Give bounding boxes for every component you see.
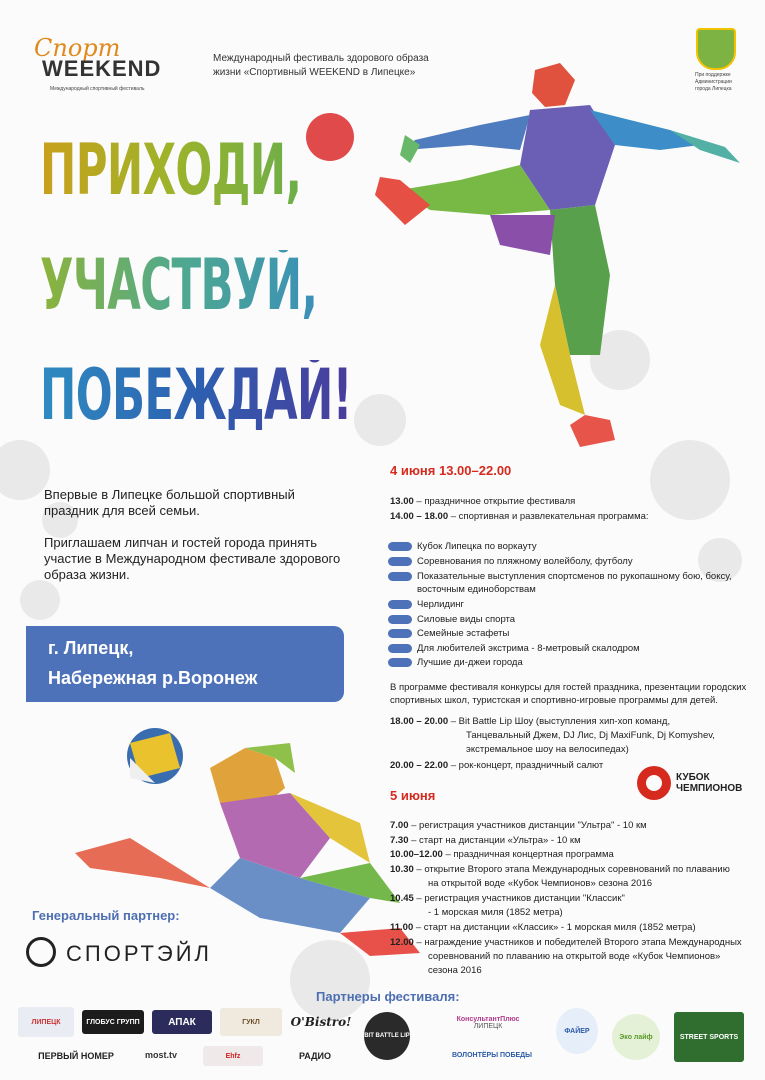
sportail-name: СПОРТЭЙЛ [66,941,212,966]
bicycle-wheel-icon [26,937,56,967]
support-note [695,72,755,93]
day2-row: 10.45 – регистрация участников дистанции "Классик" [390,893,625,904]
day2-row: 12.00 – награждение участников и победителей Второго этапа Международных [390,937,742,948]
partner-logo: ЛИПЕЦК [18,1007,74,1037]
partner-logo: ГЛОБУС ГРУПП [82,1010,144,1034]
support-line3: города Липецка [695,86,732,92]
headline-line3: ПОБЕЖДАЙ! [40,354,352,436]
bullet-pill-icon [388,644,412,653]
partner-logo: АПАК [152,1010,212,1034]
partner-logo: ФАЙЕР [556,1008,598,1054]
headline-line2: УЧАСТВУЙ, [40,244,318,326]
festival-name-line1: Международный фестиваль здорового образа [213,53,429,64]
day2-row: 11.00 – старт на дистанции «Классик» - 1 морская миля (1852 метра) [390,922,696,933]
bullet-pill-icon [388,615,412,624]
partner-logo-sub: ЛИПЕЦК [473,1023,503,1030]
partner-logo: Эко лайф [612,1014,660,1060]
sport-weekend-logo [34,34,204,100]
festival-name [213,52,463,80]
general-partner-title: Генеральный партнер: [32,908,180,923]
bullet-pill-icon [388,557,412,566]
contests-line1: В программе фестиваля конкурсы для гостей праздника, презентации городских [390,682,747,693]
day1-row-concert: 20.00 – 22.00 – рок-концерт, праздничный салют [390,760,604,771]
program-item-continuation: восточным единоборствам [417,584,536,595]
day1-row-evening: 18.00 – 20.00 – Bit Battle Lip Шоу (выступления хип-хоп команд, [390,716,671,727]
day1-row-program: 14.00 – 18.00 – спортивная и развлекательная программа: [390,511,649,522]
bullet-pill-icon [388,572,412,581]
partners-title: Партнеры фестиваля: [316,989,460,1004]
bullet-pill-icon [388,600,412,609]
cup-logo-line2: ЧЕМПИОНОВ [676,783,743,794]
day2-title: 5 июня [390,788,436,803]
day2-row: 7.00 – регистрация участников дистанции "Ультра" - 10 км [390,820,647,831]
lipetsk-coat-of-arms-icon [696,28,736,70]
partner-logo: Ehfz [203,1046,263,1066]
location-city: г. Липецк, [48,638,134,658]
invite-line1: Приглашаем липчан и гостей города принять [44,535,317,550]
bullet-pill-icon [388,658,412,667]
support-line1: При поддержке [695,72,731,78]
logo-main-text: WEEKEND [42,56,162,81]
partner-logo: STREET SPORTS [674,1012,744,1062]
day2-row: 10.30 – открытие Второго этапа Международных соревнований по плаванию [390,864,730,875]
cup-of-champions-icon [637,766,671,800]
day1-title: 4 июня 13.00–22.00 [390,463,512,478]
day2-row-cont: соревнований по плаванию на открытой воде «Кубок Чемпионов» [428,951,721,962]
partner-logo: O'Bistro! [290,1015,352,1029]
kicking-player-figure [370,55,750,455]
red-ball [306,113,354,161]
location-address: Набережная р.Воронеж [48,668,258,688]
headline-line1: ПРИХОДИ, [40,129,302,211]
partner-logo: ВОЛОНТЁРЫ ПОБЕДЫ [452,1051,532,1059]
day2-row-cont: сезона 2016 [428,965,482,976]
cup-of-champions-logo [676,772,742,794]
logo-subtitle: Международный спортивный фестиваль [50,86,145,92]
day1-row-evening-cont: Танцевальный Джем, DJ Лис, Dj MaxiFunk, Dj Komyshev, [466,730,715,741]
intro-paragraph [44,487,344,519]
partner-logo: РАДИО [299,1051,331,1061]
invite-line2: участие в Международном фестивале здорового [44,551,341,566]
bullet-pill-icon [388,542,412,551]
sportail-logo [26,935,246,971]
invite-line3: образа жизни. [44,567,130,582]
partner-logo-name: КонсультантПлюс [456,1016,520,1023]
support-line2: Администрации [695,79,732,85]
invitation-paragraph [44,535,354,583]
day1-row-evening-cont: экстремальное шоу на велосипедах) [466,744,629,755]
day2-row-cont: - 1 морская миля (1852 метра) [428,907,563,918]
partner-logo: ГУКЛ [220,1008,282,1036]
partner-logo: BIT BATTLE LIP [364,1012,410,1060]
partner-logo: ПЕРВЫЙ НОМЕР [38,1051,114,1061]
festival-name-line2: жизни «Спортивный WEEKEND в Липецке» [213,67,416,78]
bullet-pill-icon [388,629,412,638]
intro-line1: Впервые в Липецке большой спортивный [44,487,295,502]
logo-script-text: Спорт [34,34,121,62]
intro-line2: праздник для всей семьи. [44,503,200,518]
volleyball-player-figure [70,728,430,958]
cup-logo-line1: КУБОК [676,772,710,783]
day2-row-cont: на открытой воде «Кубок Чемпионов» сезона 2016 [428,878,653,889]
contests-line2: спортивных школ, туристская и спортивно-игровые программы для детей. [390,695,718,706]
location-banner [26,626,344,702]
day2-row: 7.30 – старт на дистанции «Ультра» - 10 км [390,835,581,846]
day1-row-opening: 13.00 – праздничное открытие фестиваля [390,496,576,507]
partner-logo: most.tv [144,1050,177,1060]
partner-logo [434,1012,542,1034]
day2-row: 10.00–12.00 – праздничная концертная программа [390,849,614,860]
